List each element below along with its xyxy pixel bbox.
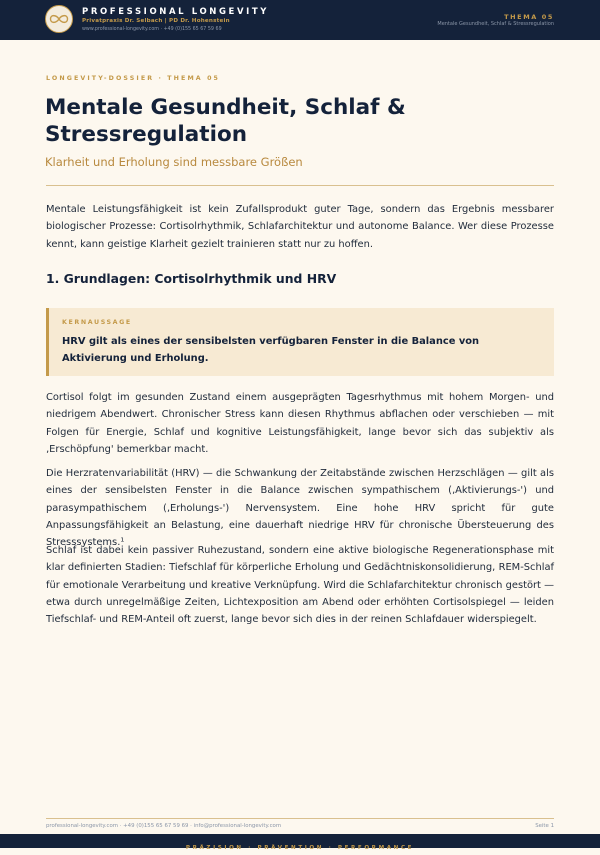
title-divider	[46, 185, 554, 186]
body-paragraph-hrv: Die Herzratenvariabilität (HRV) — die Schwankung der Zeitabstände zwischen Herzschlägen — gilt als eines der sensibelsten Fenster in die Balance zwischen sympathischem (‚Aktivierungs-') und parasympathischem (‚Erholungs-') Nervensystem. Eine hohe HRV spricht für gute Anpassungsfähigkeit an Belastung, eine dauerhaft niedrige HRV für chronische Übersteuerung des Stresssystems.¹	[46, 468, 554, 549]
infinity-logo-icon	[45, 5, 73, 33]
document-kicker: LONGEVITY-DOSSIER · THEMA 05	[46, 75, 221, 82]
bottom-bar	[0, 834, 600, 851]
body-paragraph-sleep: Schlaf ist dabei kein passiver Ruhezustand, sondern eine aktive biologische Regenerationsphase mit klar definierten Stadien: Tiefschlaf für körperliche Erholung und Gedächtniskonsolidierung, REM-Schlaf für emotionale Verarbeitung und kreative Verknüpfung. Wird die Schlafarchitektur chronisch gestört — etwa durch unregelmäßige Zeiten, Lichtexposition am Abend oder erhöhten Cortisolspiegel — leiden Tiefschlaf- und REM-Anteil oft zuerst, lange bevor sich dies in der reinen Schlafdauer widerspiegelt.	[46, 545, 554, 626]
callout-label: KERNAUSSAGE	[62, 319, 132, 326]
header-contact: www.professional-longevity.com · +49 (0)155 65 67 59 69	[82, 27, 222, 32]
callout-text: HRV gilt als eines der sensibelsten verfügbaren Fenster in die Balance von Aktivierung und Erholung.	[62, 336, 480, 364]
brand-name: PROFESSIONAL LONGEVITY	[82, 7, 270, 17]
header-theme-label: THEMA 05	[504, 13, 554, 21]
page-header	[0, 0, 600, 40]
page-number: Seite 1	[535, 823, 554, 829]
header-theme-description: Mentale Gesundheit, Schlaf & Stressregulation	[437, 21, 554, 27]
footer-contact: professional-longevity.com · +49 (0)155 65 67 59 69 · info@professional-longevity.com	[46, 823, 282, 829]
section-heading: 1. Grundlagen: Cortisolrhythmik und HRV	[46, 271, 337, 286]
page-subtitle: Klarheit und Erholung sind messbare Größen	[45, 155, 303, 169]
key-statement-callout	[46, 308, 554, 376]
intro-paragraph: Mentale Leistungsfähigkeit ist kein Zufallsprodukt guter Tage, sondern das Ergebnis messbarer biologischer Prozesse: Cortisolrhythmik, Schlafarchitektur und autonome Balance. Wer diese Prozesse kennt, kann geistige Klarheit gezielt trainieren statt nur zu hoffen.	[46, 204, 554, 250]
practice-name: Privatpraxis Dr. Selbach | PD Dr. Hohenstein	[82, 18, 230, 24]
page-title: Mentale Gesundheit, Schlaf & Stressregulation	[45, 95, 406, 147]
body-paragraph-cortisol: Cortisol folgt im gesunden Zustand einem ausgeprägten Tagesrhythmus mit hohem Morgen- und niedrigem Abendwert. Chronischer Stress kann diesen Rhythmus abflachen oder verschieben — mit Folgen für Energie, Schlaf und kognitive Leistungsfähigkeit, lange bevor sich das subjektiv als ‚Erschöpfung' bemerkbar macht.	[46, 392, 554, 455]
footer-tagline: PRÄZISION · PRÄVENTION · PERFORMANCE	[185, 845, 415, 851]
footer-divider	[46, 818, 554, 819]
